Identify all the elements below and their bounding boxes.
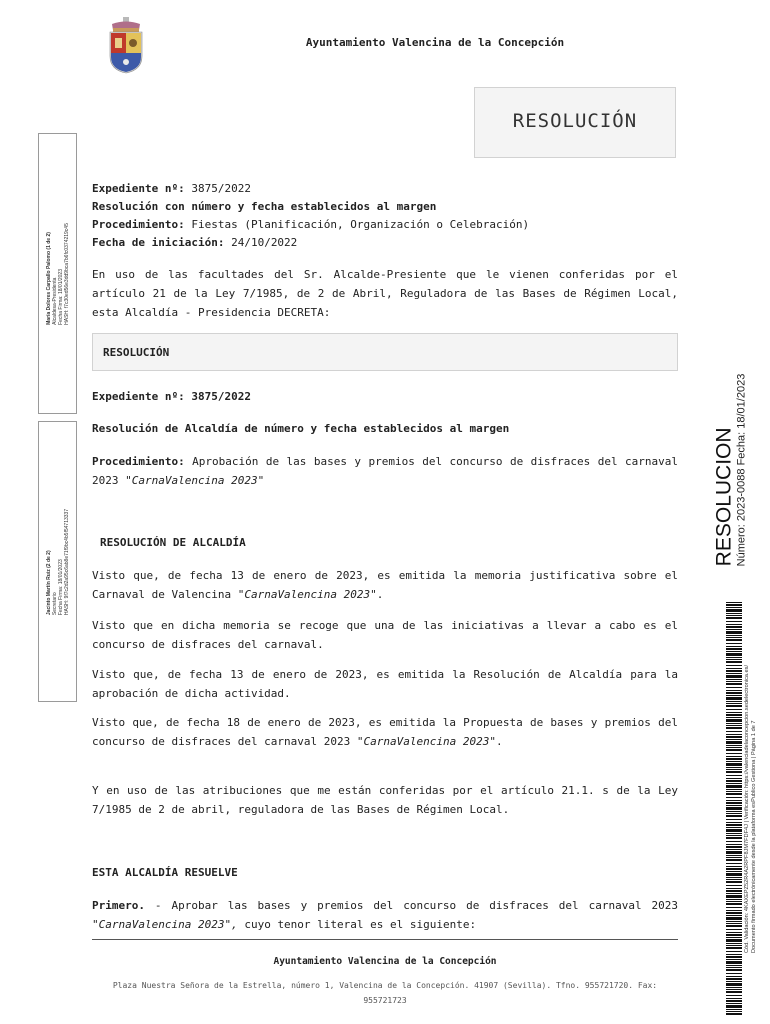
resolucion-title-box [474,87,676,158]
visto-4-end: . [495,735,503,748]
signer-name: María Dolores Carpallo Palomo (1 de 2) [45,231,52,325]
section2-resolucion: Resolución de Alcaldía de número y fecha establecidos al margen [92,422,510,435]
header-title: Ayuntamiento Valencina de la Concepción [305,36,565,49]
coat-of-arms-icon [106,16,146,74]
visto-paragraph-2: Visto que en dicha memoria se recoge que una de las iniciativas a llevar a cabo es el concurso de disfraces del carnaval. [92,619,678,651]
visto-4-text: Visto que, de fecha 18 de enero de 2023, es emitida la Propuesta de bases y premios del concurso de disfraces del carnaval 2023 [92,716,678,748]
visto-1-end: . [376,588,384,601]
fecha-value: 24/10/2022 [231,236,298,249]
expediente-value: 3875/2022 [191,182,251,195]
signer-hash: HASH: f7c30ed56e3dd9bca7b6fc0374219c45 [63,222,70,325]
visto-1-italic: "CarnaValencina 2023" [237,588,377,601]
resolucion-section-label: RESOLUCIÓN [103,346,170,359]
resolucion-section-bar [92,333,678,371]
footer-address: Plaza Nuestra Señora de la Estrella, número 1, Valencina de la Concepción. 41907 (Sevilla). Tfno. 955721720. Fax: 955721723 [112,981,658,1005]
signer-name: Jacinto Martín Ruiz (2 de 2) [45,549,52,615]
primero-text: - Aprobar las bases y premios del concurso de disfraces del carnaval 2023 [144,899,678,912]
signer-role: Secretario [51,591,58,615]
signature-panel-2 [38,421,77,702]
procedimiento-value: Fiestas (Planificación, Organización o Celebración) [191,218,530,231]
visto-paragraph-4 [92,713,678,751]
visto-1-text: Visto que, de fecha 13 de enero de 2023, es emitida la memoria justificativa sobre el Carnaval de Valencina [92,569,678,601]
signer-date: Fecha Firma: 18/01/2023 [57,268,64,325]
visto-4-italic: "CarnaValencina 2023" [356,735,496,748]
signer-hash: HASH: 9f7c2d2a95c6ab8e71f9bc4b5f54713337 [63,508,70,615]
primero-paragraph [92,896,678,934]
validation-platform: Documento firmado electrónicamente desde la plataforma esPublico Gestiona | Página 1 de 7 [751,720,757,954]
signer-role: Alcaldesa-Presidenta [51,277,58,325]
footer-divider [92,939,678,940]
expediente-label: Expediente nº: [92,182,185,195]
visto-paragraph-3: Visto que, de fecha 13 de enero de 2023, es emitida la Resolución de Alcaldía para la aprobación de dicha actividad. [92,668,678,700]
intro-paragraph: En uso de las facultades del Sr. Alcalde-Presiente que le vienen conferidas por el artículo 21 de la Ley 7/1985, de 2 de Abril, Reguladora de las Bases de Régimen Local, esta Alcaldía - Presidencia DECRETA: [92,268,678,319]
section2-procedimiento [92,452,678,490]
fecha-line [92,236,297,249]
resolution-stamp-number: Número: 2023-0088 Fecha: 18/01/2023 [735,373,748,567]
resolucion-alcaldia-heading: RESOLUCIÓN DE ALCALDÍA [100,536,246,549]
visto-paragraph-5: Y en uso de las atribuciones que me están conferidas por el artículo 21.1. s de la Ley 7/1985 de 2 de abril, reguladora de las Bases de Régimen Local. [92,784,678,816]
section2-procedimiento-label: Procedimiento: [92,455,185,468]
section2-procedimiento-text: Aprobación de las bases y premios del concurso de disfraces del carnaval 2023 [92,455,679,487]
section2-expediente: Expediente nº: 3875/2022 [92,390,251,403]
validation-code: Cód. Validación: 4KAXEPZ52R4A2RPF8JM7FDF4J | Verificación: https://valenciadelaconcepcion.sedelectronica.es/ [744,664,750,954]
validation-note [736,602,766,1016]
visto-paragraph-1 [92,566,678,604]
primero-italic: "CarnaValencina 2023", [92,918,238,931]
expediente-line [92,182,251,195]
resolution-stamp-title: RESOLUCION [712,427,736,567]
resuelve-heading: ESTA ALCALDÍA RESUELVE [92,866,238,879]
resolution-stamp [704,340,758,600]
footer-title: Ayuntamiento Valencina de la Concepción [273,956,497,967]
signer-date: Fecha Firma: 18/01/2023 [57,558,64,615]
resolucion-margin-line: Resolución con número y fecha establecidos al margen [92,200,437,213]
procedimiento-label: Procedimiento: [92,218,185,231]
signature-panel-1 [38,133,77,414]
procedimiento-line [92,218,529,231]
section2-procedimiento-italic: "CarnaValencina 2023" [125,474,265,487]
primero-end: cuyo tenor literal es el siguiente: [237,918,477,931]
fecha-label: Fecha de iniciación: [92,236,225,249]
primero-label: Primero. [92,899,145,912]
resolucion-title: RESOLUCIÓN [512,110,638,132]
